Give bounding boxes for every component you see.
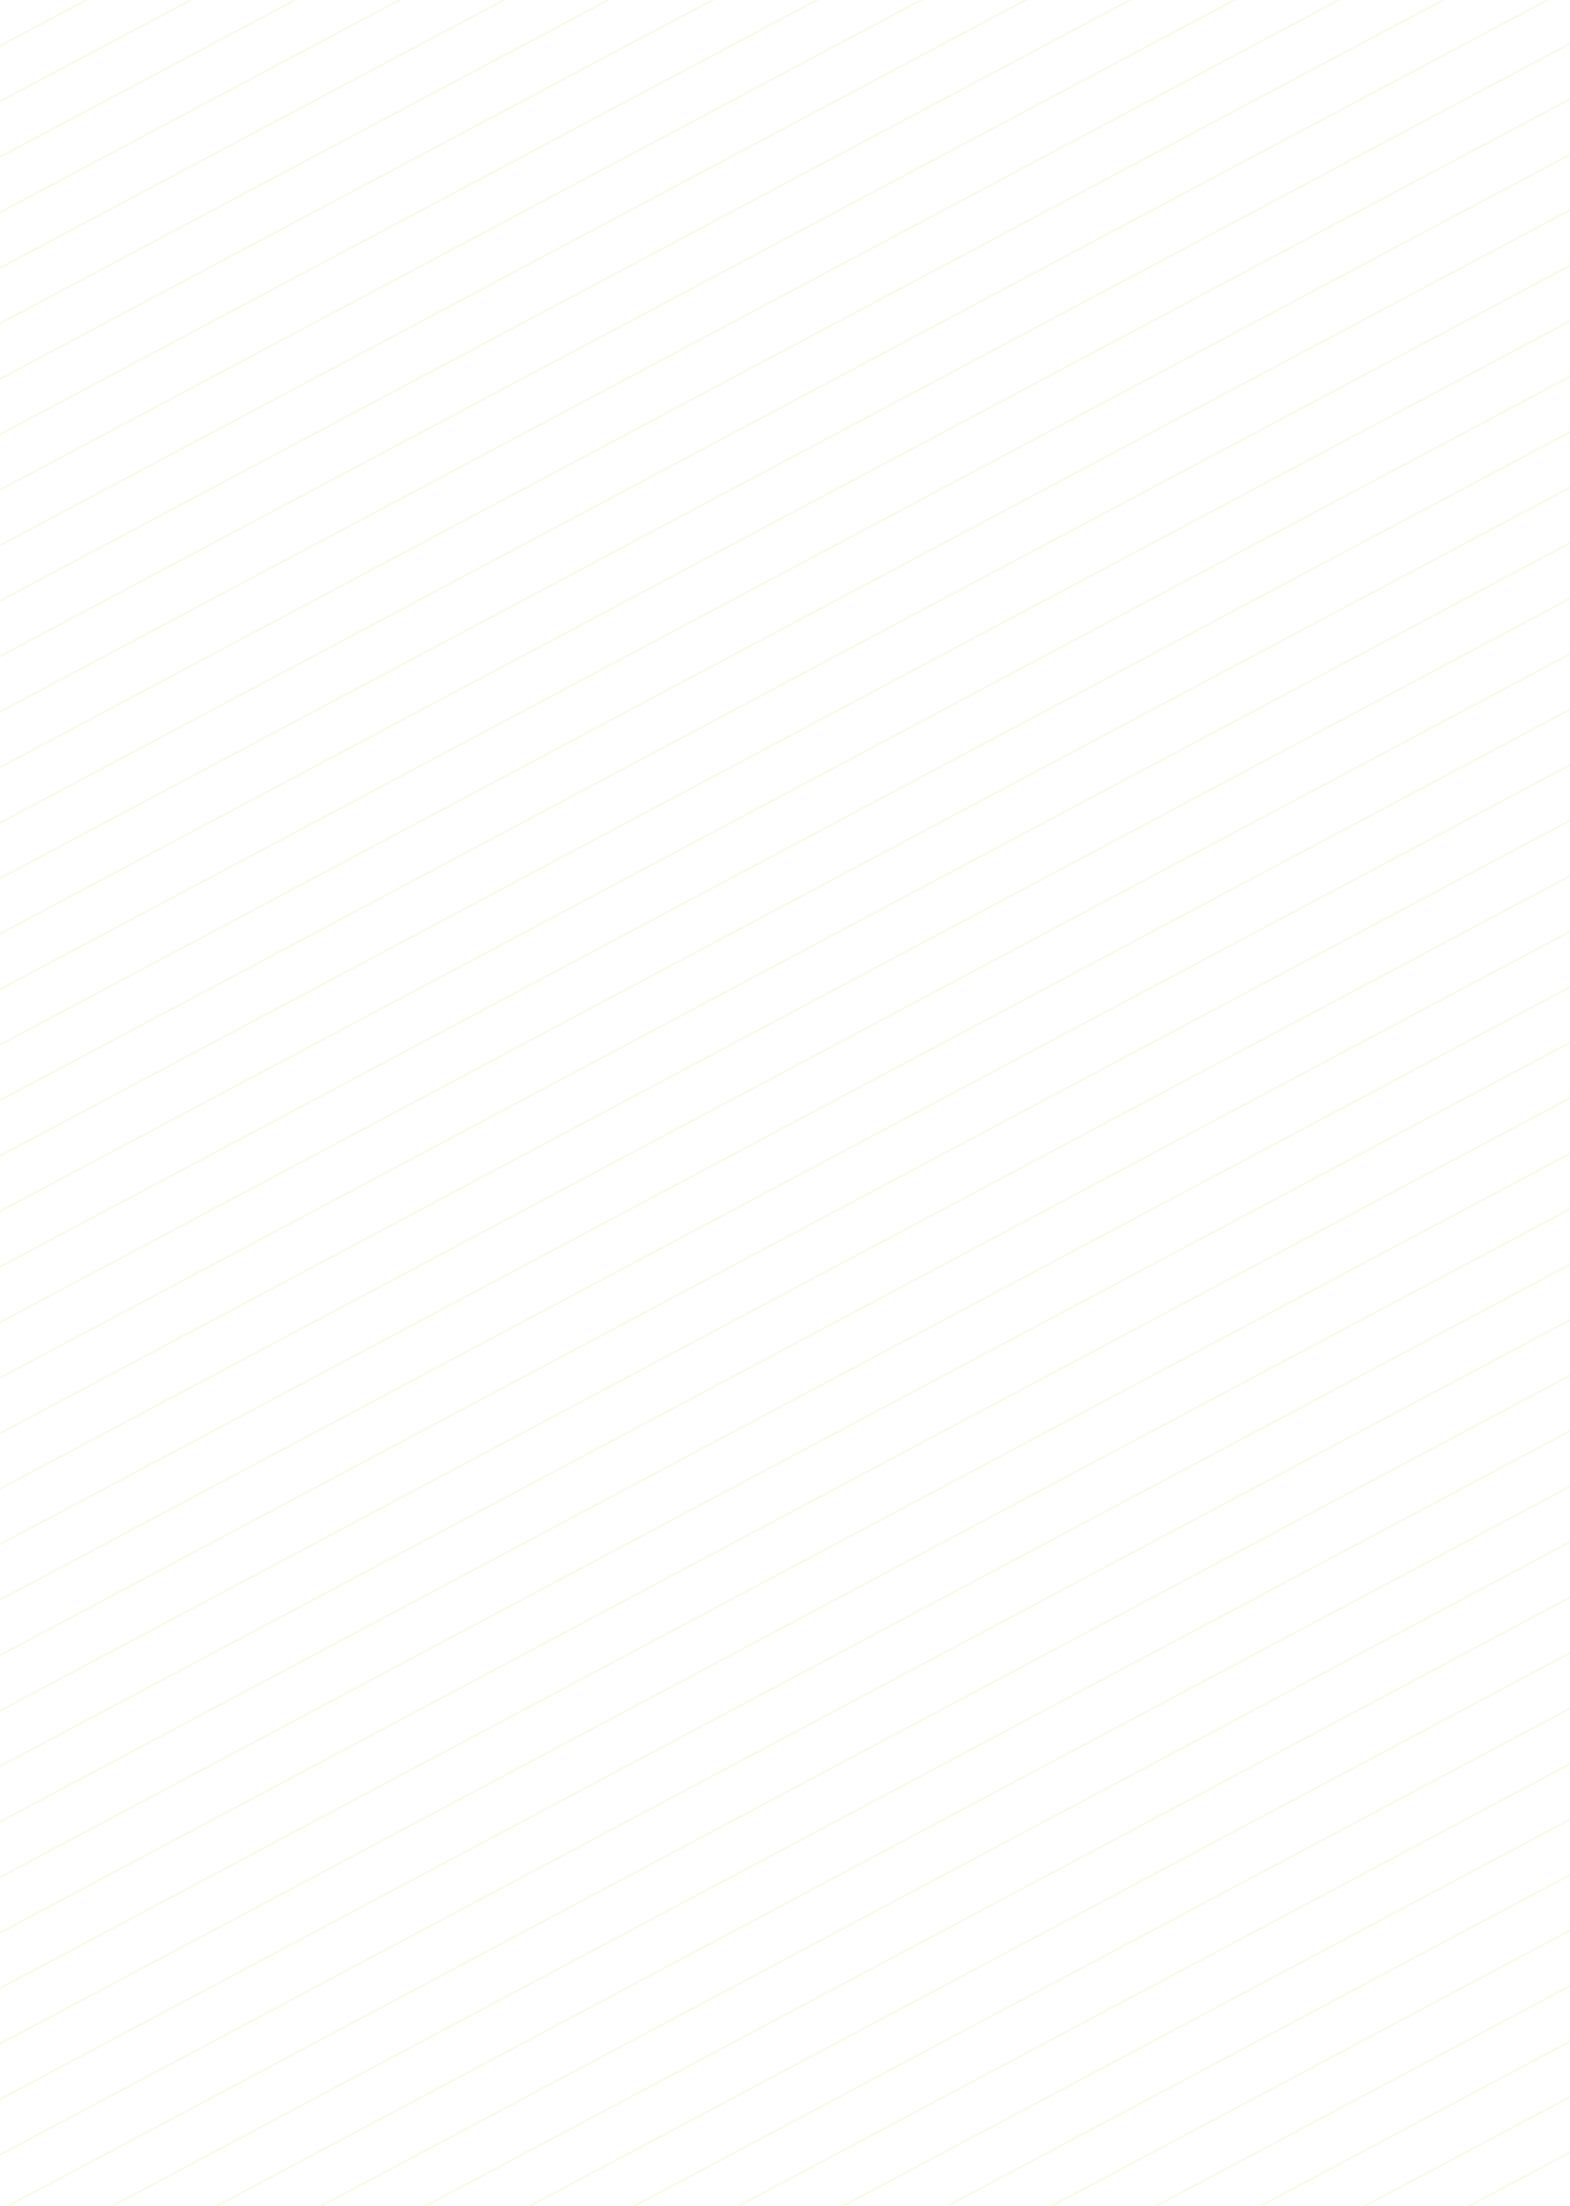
background-hatching	[0, 0, 1570, 2206]
